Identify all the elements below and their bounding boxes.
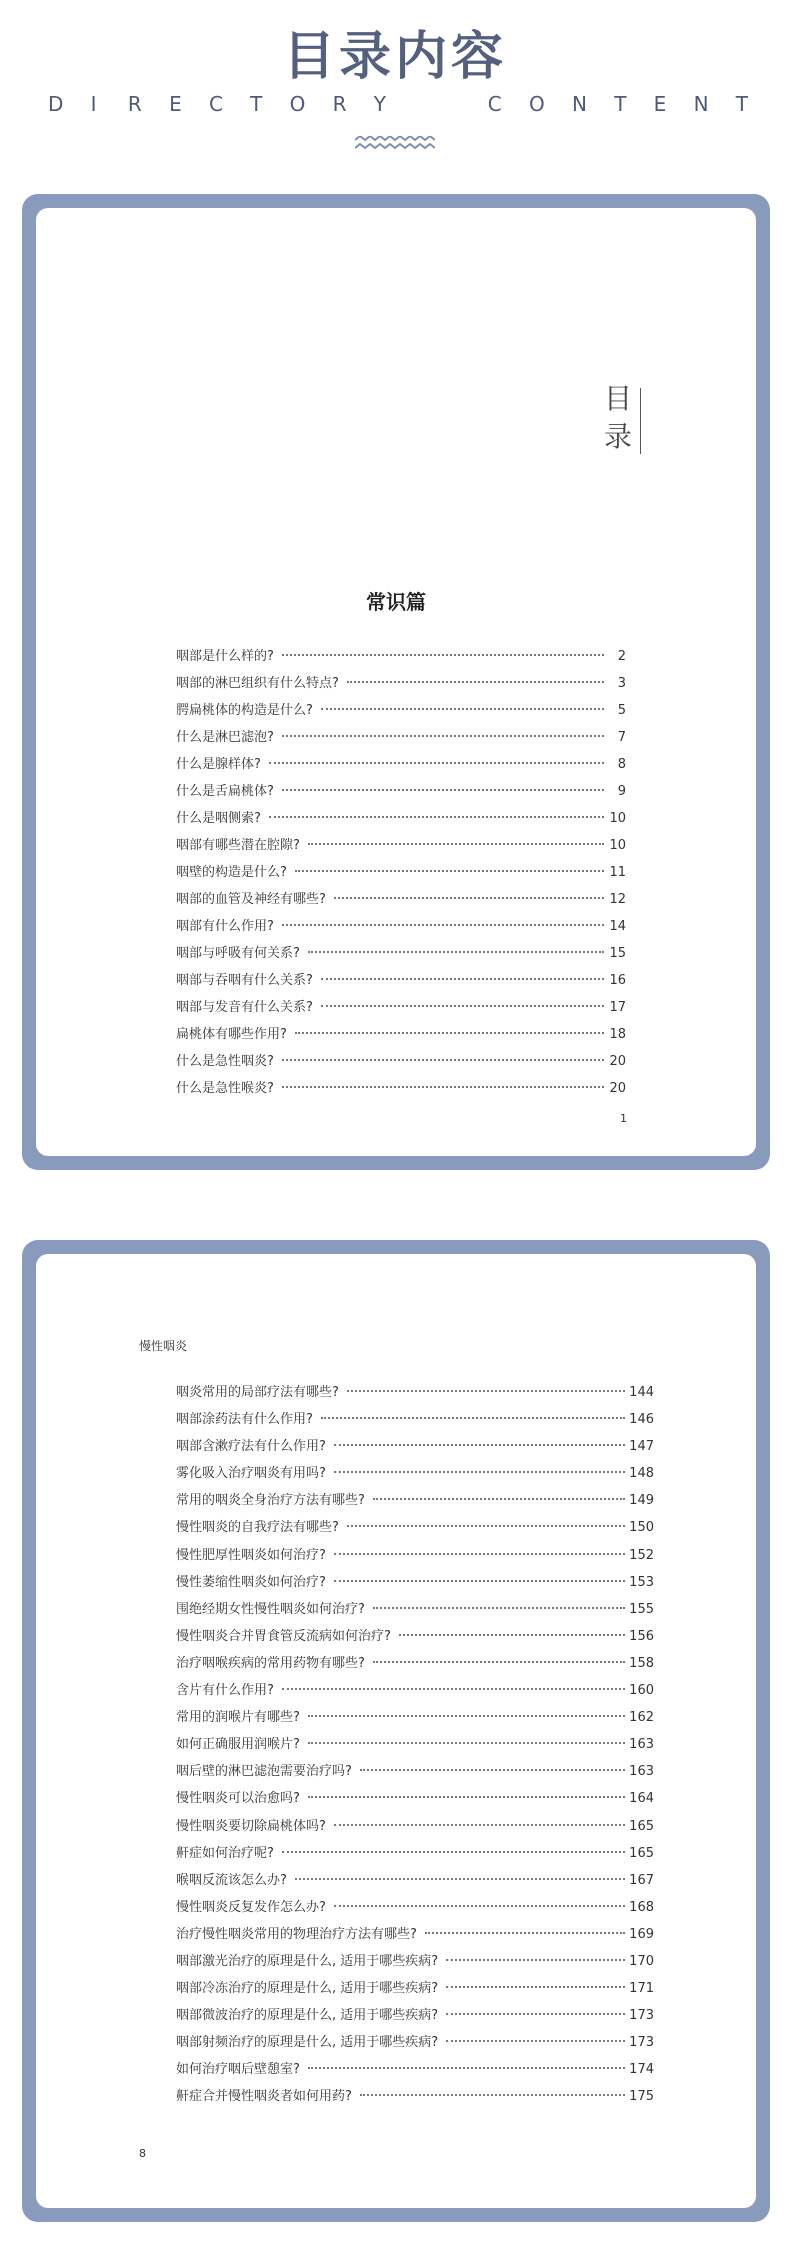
subtitle-letter: T <box>735 92 748 116</box>
book-page-2-frame <box>22 1240 770 2222</box>
dot-leader <box>295 1878 625 1880</box>
toc-entry-title: 鼾症如何治疗呢? <box>176 1845 274 1861</box>
toc-entry <box>176 2004 654 2031</box>
toc-entry <box>176 1598 654 1625</box>
page-number: 8 <box>139 2147 146 2160</box>
dot-leader <box>360 2094 625 2096</box>
toc-entry-title: 什么是淋巴滤泡? <box>176 730 274 745</box>
dot-leader <box>334 1580 625 1582</box>
toc-entry-title: 咽部的淋巴组织有什么特点? <box>176 676 339 691</box>
toc-entry-title: 咽炎常用的局部疗法有哪些? <box>176 1385 339 1400</box>
toc-entry-title: 常用的润喉片有哪些? <box>176 1710 300 1726</box>
toc-entry-page: 16 <box>609 973 626 988</box>
toc-entry <box>176 1815 654 1842</box>
toc-entry-page: 152 <box>629 1547 654 1563</box>
toc-entry <box>176 2031 654 2058</box>
toc-entry-page: 171 <box>629 1981 654 1997</box>
toc-entry-page: 174 <box>629 2062 654 2078</box>
toc-entry-title: 如何正确服用润喉片? <box>176 1737 300 1753</box>
toc-entry-title: 什么是腺样体? <box>176 757 261 772</box>
dot-leader <box>282 1851 625 1853</box>
dot-leader <box>321 708 604 710</box>
dot-leader <box>308 1742 625 1744</box>
toc-entry <box>176 1625 654 1652</box>
dot-leader <box>373 1607 625 1609</box>
subtitle-letter: C <box>487 92 502 116</box>
toc-entry <box>176 1050 626 1077</box>
toc-entry-page: 10 <box>609 838 626 853</box>
toc-entry <box>176 1571 654 1598</box>
vertical-title <box>600 380 636 456</box>
toc-entry <box>176 1381 654 1408</box>
toc-entry <box>176 861 626 888</box>
subtitle-letter: N <box>571 92 587 116</box>
toc-entry <box>176 1489 654 1516</box>
toc-entry-page: 10 <box>609 811 626 826</box>
toc-entry-page: 146 <box>629 1412 654 1428</box>
dot-leader <box>334 1553 625 1555</box>
subtitle-letter: T <box>250 92 263 116</box>
subtitle-letter: R <box>127 92 142 116</box>
dot-leader <box>399 1634 625 1636</box>
toc-entry <box>176 1733 654 1760</box>
toc-entry-title: 咽部与吞咽有什么关系? <box>176 973 313 988</box>
toc-entry <box>176 1077 626 1104</box>
dot-leader <box>282 735 604 737</box>
toc-entry-page: 169 <box>629 1926 654 1942</box>
dot-leader <box>446 1986 625 1988</box>
toc-entry-title: 咽部是什么样的? <box>176 649 274 664</box>
toc-entry <box>176 699 626 726</box>
toc-entry <box>176 942 626 969</box>
toc-entry-title: 慢性萎缩性咽炎如何治疗? <box>176 1574 326 1590</box>
toc-entry-title: 咽部与呼吸有何关系? <box>176 946 300 961</box>
toc-entry <box>176 726 626 753</box>
dot-leader <box>321 1005 604 1007</box>
toc-entry <box>176 1760 654 1787</box>
toc-entry-title: 雾化吸入治疗咽炎有用吗? <box>176 1466 326 1482</box>
toc-entry-page: 164 <box>629 1791 654 1807</box>
toc-entry <box>176 1023 626 1050</box>
toc-entry-page: 9 <box>617 784 626 799</box>
toc-entry-title: 慢性肥厚性咽炎如何治疗? <box>176 1547 326 1563</box>
dot-leader <box>334 897 604 899</box>
toc-entry-title: 慢性咽炎要切除扁桃体吗? <box>176 1818 326 1834</box>
toc-entry-title: 什么是舌扁桃体? <box>176 784 274 799</box>
toc-entry <box>176 1896 654 1923</box>
toc-entry-title: 咽部射频治疗的原理是什么, 适用于哪些疾病? <box>176 2035 439 2051</box>
subtitle-letter: N <box>693 92 709 116</box>
toc-entry <box>176 807 626 834</box>
subtitle-directory-content <box>48 92 748 116</box>
toc-entry-page: 153 <box>629 1574 654 1590</box>
subtitle-letter: E <box>653 92 667 116</box>
dot-leader <box>282 1059 604 1061</box>
toc-entry <box>176 1787 654 1814</box>
subtitle-letter <box>413 92 423 116</box>
page-number: 1 <box>620 1112 627 1125</box>
vertical-title-char: 目 <box>603 382 632 415</box>
subtitle-letter: Y <box>373 92 387 116</box>
toc-entry-title: 治疗慢性咽炎常用的物理治疗方法有哪些? <box>176 1926 417 1942</box>
toc-entry-page: 18 <box>609 1027 626 1042</box>
toc-entry-page: 12 <box>609 892 626 907</box>
toc-entry-page: 5 <box>617 703 626 718</box>
toc-entry-page: 170 <box>629 1953 654 1969</box>
toc-entry-page: 165 <box>629 1818 654 1834</box>
toc-entry-title: 什么是急性喉炎? <box>176 1081 274 1096</box>
dot-leader <box>269 816 604 818</box>
toc-entry-title: 慢性咽炎反复发作怎么办? <box>176 1899 326 1915</box>
subtitle-letter: I <box>90 92 97 116</box>
toc-entry-page: 160 <box>629 1683 654 1699</box>
toc-entry-page: 11 <box>609 865 626 880</box>
dot-leader <box>282 654 604 656</box>
toc-entry-title: 咽部的血管及神经有哪些? <box>176 892 326 907</box>
page-title: 目录内容 <box>282 27 507 87</box>
dot-leader <box>282 789 604 791</box>
toc-entry-page: 147 <box>629 1439 654 1455</box>
vertical-divider <box>640 388 641 454</box>
dot-leader <box>269 762 604 764</box>
dot-leader <box>373 1661 625 1663</box>
dot-leader <box>308 2067 625 2069</box>
subtitle-letter: R <box>332 92 347 116</box>
dot-leader <box>282 924 604 926</box>
toc-entry-title: 慢性咽炎合并胃食管反流病如何治疗? <box>176 1628 391 1644</box>
dot-leader <box>425 1932 625 1934</box>
toc-entry <box>176 1977 654 2004</box>
toc-entry-page: 150 <box>629 1520 654 1536</box>
toc-entry-title: 治疗咽喉疾病的常用药物有哪些? <box>176 1655 365 1671</box>
toc-entry <box>176 645 626 672</box>
dot-leader <box>334 1824 625 1826</box>
toc-entry-title: 慢性咽炎可以治愈吗? <box>176 1791 300 1807</box>
toc-entry <box>176 969 626 996</box>
toc-entry-page: 168 <box>629 1899 654 1915</box>
toc-entry-page: 155 <box>629 1601 654 1617</box>
toc-entry-page: 149 <box>629 1493 654 1509</box>
toc-entry <box>176 1923 654 1950</box>
toc-entry-page: 20 <box>609 1054 626 1069</box>
toc-entry <box>176 1679 654 1706</box>
toc-entry <box>176 1408 654 1435</box>
toc-entry-title: 咽壁的构造是什么? <box>176 865 287 880</box>
toc-entry-title: 慢性咽炎的自我疗法有哪些? <box>176 1520 339 1536</box>
dot-leader <box>282 1688 625 1690</box>
dot-leader <box>446 1959 625 1961</box>
dot-leader <box>373 1498 625 1500</box>
toc-entry <box>176 2085 654 2112</box>
toc-entry-page: 175 <box>629 2089 654 2105</box>
toc-entry-page: 20 <box>609 1081 626 1096</box>
toc-list <box>176 645 626 1104</box>
toc-entry-title: 常用的咽炎全身治疗方法有哪些? <box>176 1493 365 1509</box>
toc-entry-page: 2 <box>617 649 626 664</box>
toc-entry-title: 咽部微波治疗的原理是什么, 适用于哪些疾病? <box>176 2008 439 2024</box>
toc-entry-page: 148 <box>629 1466 654 1482</box>
dot-leader <box>295 870 604 872</box>
subtitle-letter: E <box>169 92 182 116</box>
subtitle-letter: O <box>289 92 306 116</box>
toc-entry <box>176 1706 654 1733</box>
subtitle-letter: D <box>48 92 64 116</box>
toc-entry <box>176 1462 654 1489</box>
toc-entry-page: 163 <box>629 1737 654 1753</box>
toc-entry <box>176 834 626 861</box>
toc-entry-page: 14 <box>609 919 626 934</box>
toc-entry-page: 173 <box>629 2035 654 2051</box>
toc-entry-title: 什么是咽侧索? <box>176 811 261 826</box>
toc-entry <box>176 672 626 699</box>
dot-leader <box>347 1525 625 1527</box>
toc-entry-page: 3 <box>617 676 626 691</box>
toc-entry <box>176 1435 654 1462</box>
toc-entry-page: 167 <box>629 1872 654 1888</box>
dot-leader <box>334 1444 625 1446</box>
subtitle-letter: T <box>614 92 627 116</box>
toc-entry-title: 咽部涂药法有什么作用? <box>176 1412 313 1428</box>
dot-leader <box>295 1032 604 1034</box>
toc-entry-title: 含片有什么作用? <box>176 1683 274 1699</box>
toc-list <box>176 1381 654 2113</box>
toc-entry-title: 喉咽反流该怎么办? <box>176 1872 287 1888</box>
toc-entry-title: 咽后壁的淋巴滤泡需要治疗吗? <box>176 1764 352 1780</box>
dot-leader <box>334 1905 625 1907</box>
vertical-title-char: 录 <box>603 420 632 453</box>
toc-entry-title: 围绝经期女性慢性咽炎如何治疗? <box>176 1601 365 1617</box>
toc-entry <box>176 1652 654 1679</box>
dot-leader <box>321 978 604 980</box>
toc-entry-page: 163 <box>629 1764 654 1780</box>
toc-entry-title: 腭扁桃体的构造是什么? <box>176 703 313 718</box>
toc-entry-title: 咽部冷冻治疗的原理是什么, 适用于哪些疾病? <box>176 1981 439 1997</box>
toc-entry-page: 7 <box>617 730 626 745</box>
wave-decoration-icon <box>355 136 435 150</box>
toc-entry-title: 咽部有什么作用? <box>176 919 274 934</box>
toc-entry-title: 如何治疗咽后壁憩室? <box>176 2062 300 2078</box>
toc-entry <box>176 1950 654 1977</box>
toc-entry-title: 什么是急性咽炎? <box>176 1054 274 1069</box>
toc-entry-page: 17 <box>609 1000 626 1015</box>
toc-entry-page: 15 <box>609 946 626 961</box>
toc-entry <box>176 753 626 780</box>
dot-leader <box>446 2013 625 2015</box>
dot-leader <box>308 1715 625 1717</box>
toc-entry-title: 鼾症合并慢性咽炎者如何用药? <box>176 2089 352 2105</box>
toc-entry <box>176 996 626 1023</box>
toc-entry-page: 8 <box>617 757 626 772</box>
dot-leader <box>360 1769 625 1771</box>
subtitle-letter: O <box>528 92 545 116</box>
book-page-2 <box>36 1254 756 2208</box>
toc-entry <box>176 888 626 915</box>
toc-entry-page: 173 <box>629 2008 654 2024</box>
book-page-1 <box>36 208 756 1156</box>
toc-entry <box>176 2058 654 2085</box>
section-title: 常识篇 <box>366 590 426 614</box>
toc-entry <box>176 780 626 807</box>
subtitle-letter <box>451 92 461 116</box>
toc-entry-page: 162 <box>629 1710 654 1726</box>
dot-leader <box>308 951 604 953</box>
toc-entry-page: 144 <box>629 1385 654 1400</box>
toc-entry-title: 扁桃体有哪些作用? <box>176 1027 287 1042</box>
dot-leader <box>347 681 604 683</box>
toc-entry-page: 156 <box>629 1628 654 1644</box>
toc-entry-title: 咽部与发音有什么关系? <box>176 1000 313 1015</box>
running-head: 慢性咽炎 <box>139 1339 188 1353</box>
toc-entry-page: 165 <box>629 1845 654 1861</box>
dot-leader <box>321 1417 625 1419</box>
dot-leader <box>446 2040 625 2042</box>
dot-leader <box>347 1390 625 1392</box>
header <box>0 0 790 200</box>
toc-entry <box>176 915 626 942</box>
toc-entry <box>176 1544 654 1571</box>
dot-leader <box>334 1471 625 1473</box>
dot-leader <box>308 843 604 845</box>
toc-entry-title: 咽部含漱疗法有什么作用? <box>176 1439 326 1455</box>
dot-leader <box>282 1086 604 1088</box>
subtitle-letter: C <box>208 92 223 116</box>
toc-entry-title: 咽部激光治疗的原理是什么, 适用于哪些疾病? <box>176 1953 439 1969</box>
toc-entry <box>176 1869 654 1896</box>
toc-entry <box>176 1516 654 1543</box>
toc-entry-page: 158 <box>629 1655 654 1671</box>
toc-entry <box>176 1842 654 1869</box>
toc-entry-title: 咽部有哪些潜在腔隙? <box>176 838 300 853</box>
dot-leader <box>308 1796 625 1798</box>
book-page-1-frame <box>22 194 770 1170</box>
